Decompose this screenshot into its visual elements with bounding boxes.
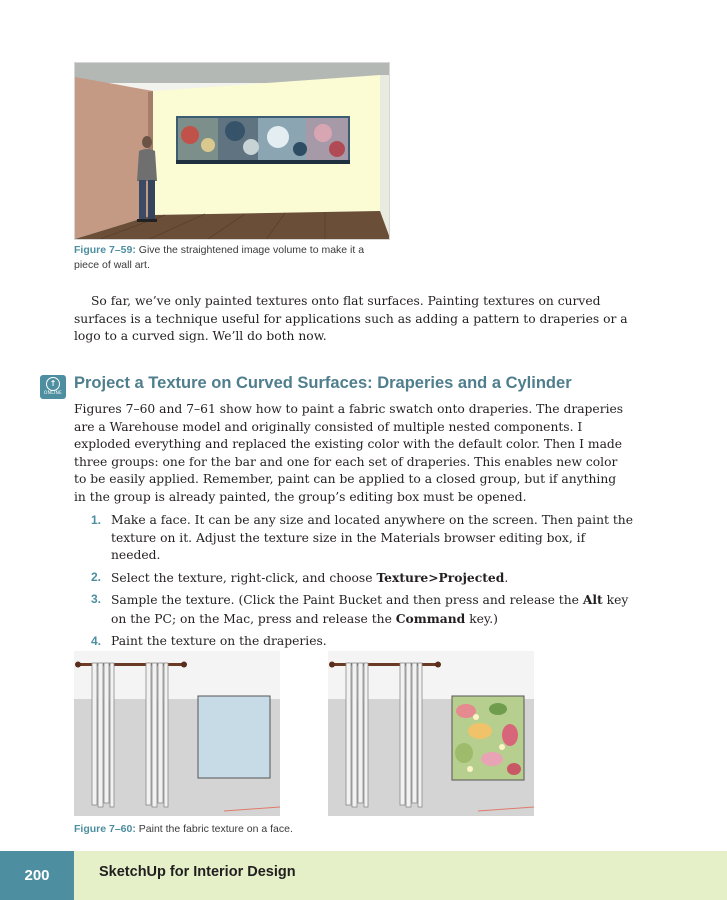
online-badge-text: ONLINE (43, 391, 63, 396)
section-heading: Project a Texture on Curved Surfaces: Draperies and a Cylinder (74, 374, 572, 392)
menu-command: Texture>Projected (376, 569, 505, 585)
step-text-before: Sample the texture. (Click the Paint Bucket and then press and release the (111, 593, 583, 608)
figure-label: Figure 7–60: (74, 823, 136, 835)
steps-list (74, 512, 634, 654)
step-number: 1. (91, 513, 102, 527)
list-item (74, 633, 634, 651)
caption-text: Give the straightened image volume to make it a (138, 244, 365, 256)
paisley-texture (452, 696, 524, 780)
intro-paragraph: So far, we’ve only painted textures onto flat surfaces. Painting textures on curved surfaces is a technique useful for applications such as adding a pattern to draperies or a logo to a curved sign. We’ll do both now. (74, 294, 628, 344)
section-paragraph: Figures 7–60 and 7–61 show how to paint a fabric swatch onto draperies. The draperies are a Warehouse model and originally consisted of multiple nested components. I exploded everything and replaced the existing color with the default color. Then I made three groups: one for the bar and one for each set of draperies. This enables new color to be easily applied. Remember, paint can be applied to a closed group, but if anything in the group is already painted, the group’s editing box must be opened. (74, 402, 624, 504)
list-item (74, 512, 634, 565)
step-text: Make a face. It can be any size and located anywhere on the screen. Then paint the texture on it. Adjust the texture size in the Materials browser editing box, if needed. (111, 513, 633, 563)
step-number: 4. (91, 633, 102, 648)
online-badge-icon (40, 375, 66, 399)
figure-7-60-right-image (328, 651, 534, 816)
step-text-before: Select the texture, right-click, and choose (111, 570, 377, 585)
step-number: 2. (91, 569, 102, 584)
step-text-after: key.) (465, 611, 498, 626)
key-name-alt: Alt (582, 592, 603, 608)
step-text-middle: key on the PC; on the Mac, press and release the (111, 593, 629, 626)
caption-text-line2: piece of wall art. (74, 259, 150, 271)
page-footer (0, 851, 727, 900)
step-text-after: . (504, 570, 509, 585)
figure-7-59-image (74, 62, 390, 240)
key-name-command: Command (395, 610, 466, 626)
figure-7-59-caption (74, 243, 394, 273)
list-item (74, 569, 634, 588)
book-title: SketchUp for Interior Design (99, 864, 296, 880)
up-arrow-icon: ↑ (46, 377, 60, 391)
step-number: 3. (91, 592, 102, 607)
graffiti-art (176, 116, 350, 164)
page-number: 200 (0, 851, 74, 900)
step-text: Paint the texture on the draperies. (111, 633, 327, 648)
figure-7-60-left-image (74, 651, 280, 816)
list-item (74, 591, 634, 628)
figure-7-60-caption (74, 822, 394, 837)
figure-label: Figure 7–59: (74, 244, 136, 256)
caption-text: Paint the fabric texture on a face. (138, 823, 293, 835)
